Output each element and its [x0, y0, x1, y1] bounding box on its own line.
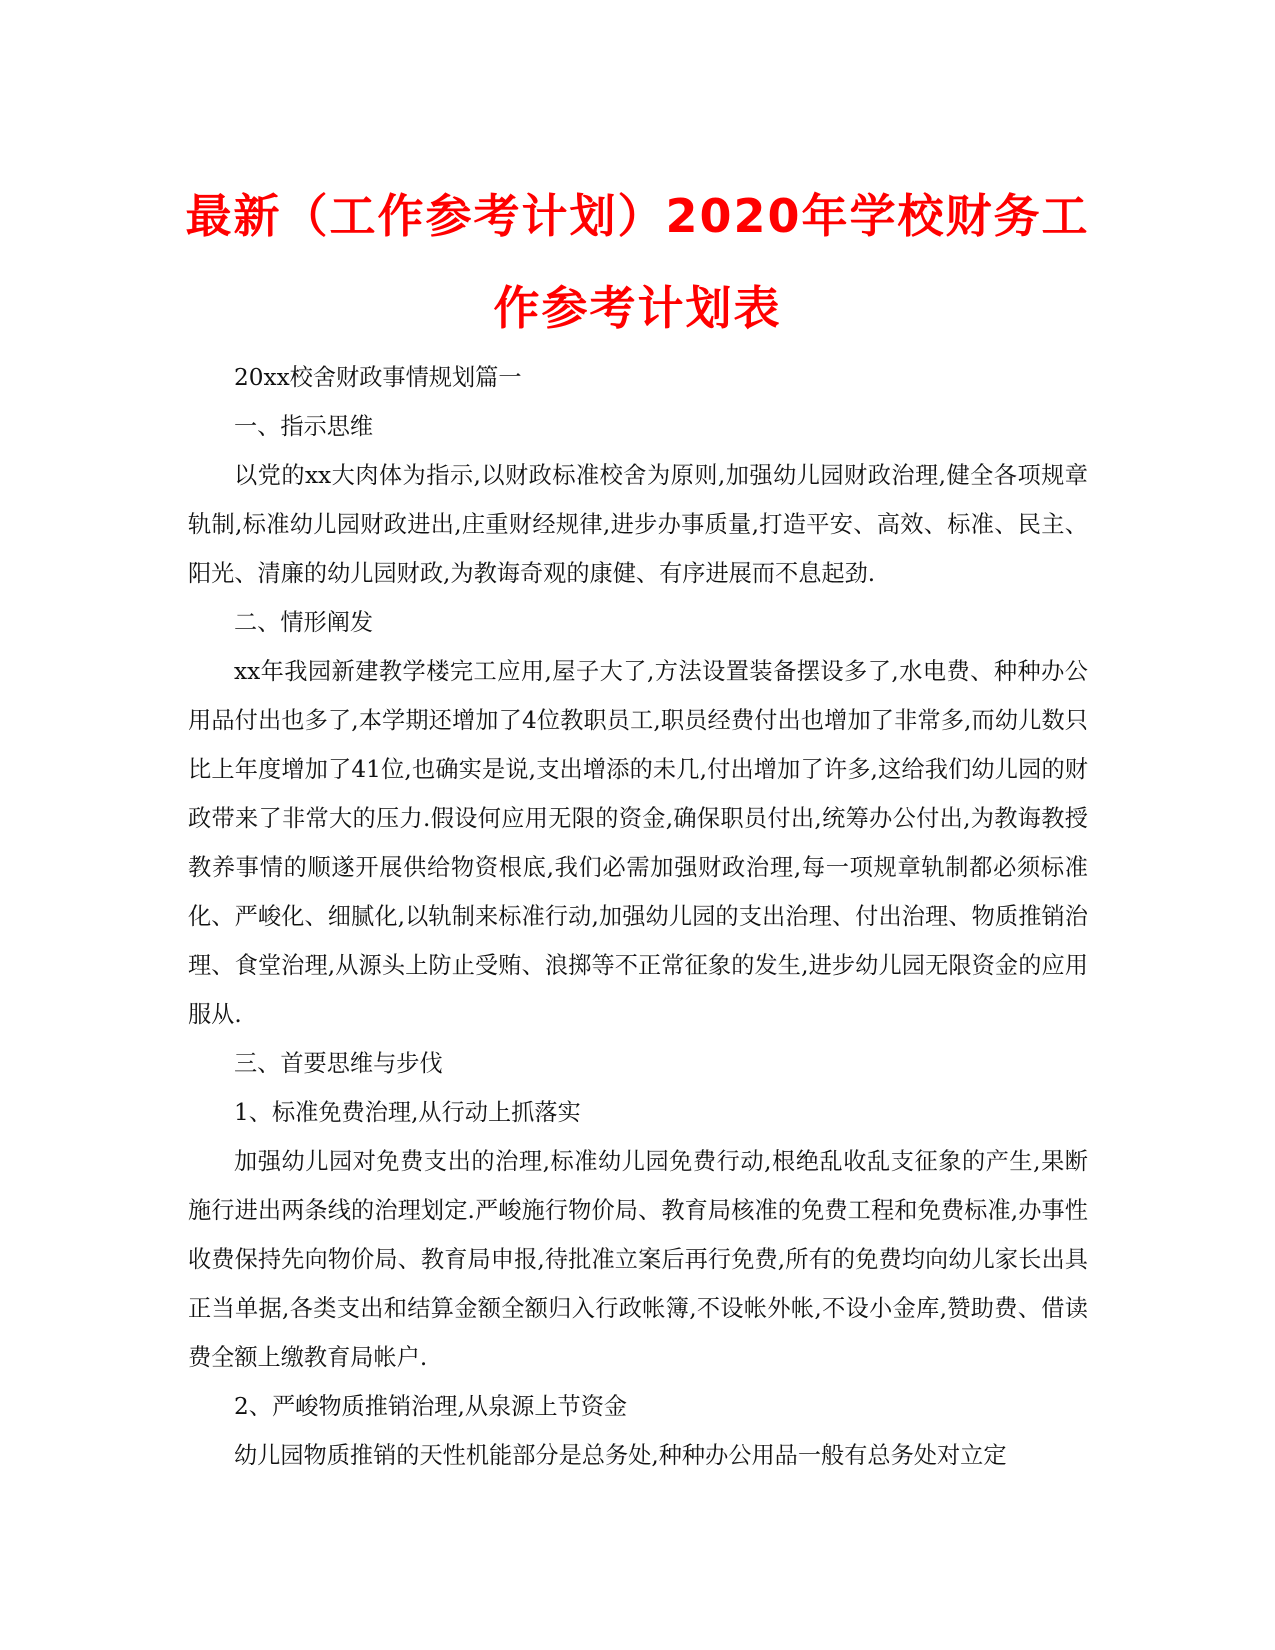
list-heading: 1、标准免费治理,从行动上抓落实 — [234, 1099, 581, 1126]
document-title-line-2: 作参考计划表 — [493, 281, 782, 335]
list-heading: 2、严峻物质推销治理,从泉源上节资金 — [234, 1393, 628, 1420]
subsection-heading: 三、首要思维与步伐 — [234, 1050, 443, 1077]
section-heading: 20xx校舍财政事情规划篇一 — [234, 364, 522, 391]
body-paragraph: 加强幼儿园对免费支出的治理,标准幼儿园免费行动,根绝乱收乱支征象的产生,果断施行进出两条线的治理划定.严峻施行物价局、教育局核准的免费工程和免费标准,办事性收费保持先向物价局、教育局申报,待批准立案后再行免费,所有的免费均向幼儿家长出具正当单据,各类支出和结算金额全额归入行政帐簿,不设帐外帐,不设小金库,赞助费、借读费全额上缴教育局帐户. — [188, 1148, 1088, 1371]
subsection-heading: 一、指示思维 — [234, 413, 374, 440]
document-title-line-1: 最新（工作参考计划）2020年学校财务工 — [185, 189, 1090, 243]
body-paragraph: 以党的xx大肉体为指示,以财政标准校舍为原则,加强幼儿园财政治理,健全各项规章轨制,标准幼儿园财政进出,庄重财经规律,进步办事质量,打造平安、高效、标准、民主、阳光、清廉的幼儿园财政,为教诲奇观的康健、有序进展而不息起劲. — [188, 462, 1088, 587]
document-body — [188, 353, 1088, 1480]
subsection-heading: 二、情形阐发 — [234, 609, 374, 636]
body-paragraph: xx年我园新建教学楼完工应用,屋子大了,方法设置装备摆设多了,水电费、种种办公用品付出也多了,本学期还增加了4位教职员工,职员经费付出也增加了非常多,而幼儿数只比上年度增加了41位,也确实是说,支出增添的未几,付出增加了许多,这给我们幼儿园的财政带来了非常大的压力.假设何应用无限的资金,确保职员付出,统筹办公付出,为教诲教授教养事情的顺遂开展供给物资根底,我们必需加强财政治理,每一项规章轨制都必须标准化、严峻化、细腻化,以轨制来标准行动,加强幼儿园的支出治理、付出治理、物质推销治理、食堂治理,从源头上防止受贿、浪掷等不正常征象的发生,进步幼儿园无限资金的应用服从. — [188, 658, 1088, 1028]
body-paragraph: 幼儿园物质推销的天性机能部分是总务处,种种办公用品一般有总务处对立定 — [234, 1442, 1007, 1469]
